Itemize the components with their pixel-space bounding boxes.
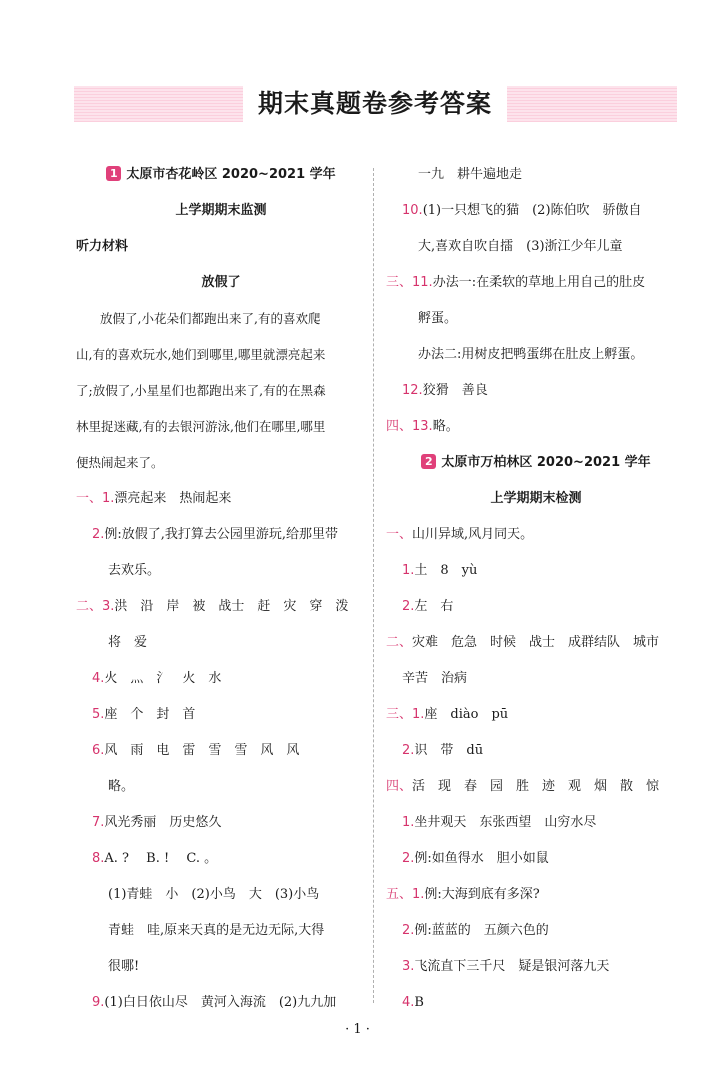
answer-1: 一、1.漂亮起来 热闹起来 xyxy=(76,491,232,506)
answer-3: 二、3.洪 沿 岸 被 战士 赶 灾 穿 泼 xyxy=(76,599,349,614)
answer-8-line2: (1)青蛙 小 (2)小鸟 大 (3)小鸟 xyxy=(108,887,320,902)
answer-9: 9.(1)白日依山尽 黄河入海流 (2)九九加 xyxy=(92,995,337,1010)
answer-11-cont: 孵蛋。 xyxy=(418,311,458,326)
answer-b12: 3.飞流直下三千尺 疑是银河落九天 xyxy=(402,959,610,974)
answer-9-cont: 一九 耕牛遍地走 xyxy=(418,167,523,182)
answer-b4: 二、灾难 危急 时候 战士 成群结队 城市 xyxy=(386,635,660,650)
answer-b10: 五、1.例:大海到底有多深? xyxy=(386,887,540,902)
answer-8-line3: 青蛙 哇,原来天真的是无边无际,大得 xyxy=(108,923,325,938)
answer-10: 10.(1)一只想飞的猫 (2)陈伯吹 骄傲自 xyxy=(402,203,642,218)
story-line: 林里捉迷藏,有的去银河游泳,他们在哪里,哪里 xyxy=(76,419,326,434)
answer-b8: 1.坐井观天 东张西望 山穷水尽 xyxy=(402,815,597,830)
right-column xyxy=(386,157,686,1021)
answer-b5: 三、1.座 diào pū xyxy=(386,707,509,722)
answer-3-cont: 将 爱 xyxy=(108,635,148,650)
answer-2: 2.例:放假了,我打算去公园里游玩,给那里带 xyxy=(92,527,339,542)
answer-2-cont: 去欢乐。 xyxy=(108,563,161,578)
answer-12: 12.狡猾 善良 xyxy=(402,383,488,398)
answer-7: 7.风光秀丽 历史悠久 xyxy=(92,815,222,830)
answer-8-line4: 很哪! xyxy=(108,959,140,974)
answer-10-cont: 大,喜欢自吹自擂 (3)浙江少年儿童 xyxy=(418,239,623,254)
answer-b4-cont: 辛苦 治病 xyxy=(402,671,468,686)
answer-11: 三、11.办法一:在柔软的草地上用自己的肚皮 xyxy=(386,275,646,290)
answer-b3: 2.左 右 xyxy=(402,599,454,614)
left-column xyxy=(76,157,366,1021)
answer-8: 8.A. ? B. ! C. 。 xyxy=(92,851,218,866)
page-title: 期末真题卷参考答案 xyxy=(243,84,507,124)
answer-5: 5.座 个 封 首 xyxy=(92,707,196,722)
story-line: 山,有的喜欢玩水,她们到哪里,哪里就漂亮起来 xyxy=(76,347,326,362)
section-1-heading: 1 太原市杏花岭区 2020~2021 学年 xyxy=(76,157,366,193)
story-line: 了;放假了,小星星们也都跑出来了,有的在黑森 xyxy=(76,383,326,398)
answer-b2: 1.土 8 yù xyxy=(402,563,478,578)
story-line: 便热闹起来了。 xyxy=(76,455,164,470)
column-divider xyxy=(373,168,374,1003)
answer-4: 4.火 灬 氵 火 水 xyxy=(92,671,222,686)
answer-b9: 2.例:如鱼得水 胆小如鼠 xyxy=(402,851,549,866)
section-number-badge: 1 xyxy=(106,166,121,181)
answer-6: 6.风 雨 电 雷 雪 雪 风 风 xyxy=(92,743,300,758)
answer-b6: 2.识 带 dū xyxy=(402,743,484,758)
listening-label: 听力材料 xyxy=(76,239,129,254)
answer-13: 四、13.略。 xyxy=(386,419,459,434)
answer-b13: 4.B xyxy=(402,995,424,1010)
section-2-heading: 2 太原市万柏林区 2020~2021 学年 xyxy=(386,445,686,481)
section-2-subheading: 上学期期末检测 xyxy=(490,491,582,506)
answer-11-line3: 办法二:用树皮把鸭蛋绑在肚皮上孵蛋。 xyxy=(418,347,644,362)
answer-6-cont: 略。 xyxy=(108,779,135,794)
page-number: · 1 · xyxy=(345,1022,370,1037)
answer-b7: 四、活 现 春 园 胜 迹 观 烟 散 惊 xyxy=(386,779,660,794)
answer-b11: 2.例:蓝蓝的 五颜六色的 xyxy=(402,923,549,938)
section-number-badge: 2 xyxy=(421,454,436,469)
section-1-subheading: 上学期期末监测 xyxy=(175,203,267,218)
story-title: 放假了 xyxy=(201,275,241,290)
story-line: 放假了,小花朵们都跑出来了,有的喜欢爬 xyxy=(100,311,321,326)
answer-b1: 一、山川异域,风月同天。 xyxy=(386,527,534,542)
